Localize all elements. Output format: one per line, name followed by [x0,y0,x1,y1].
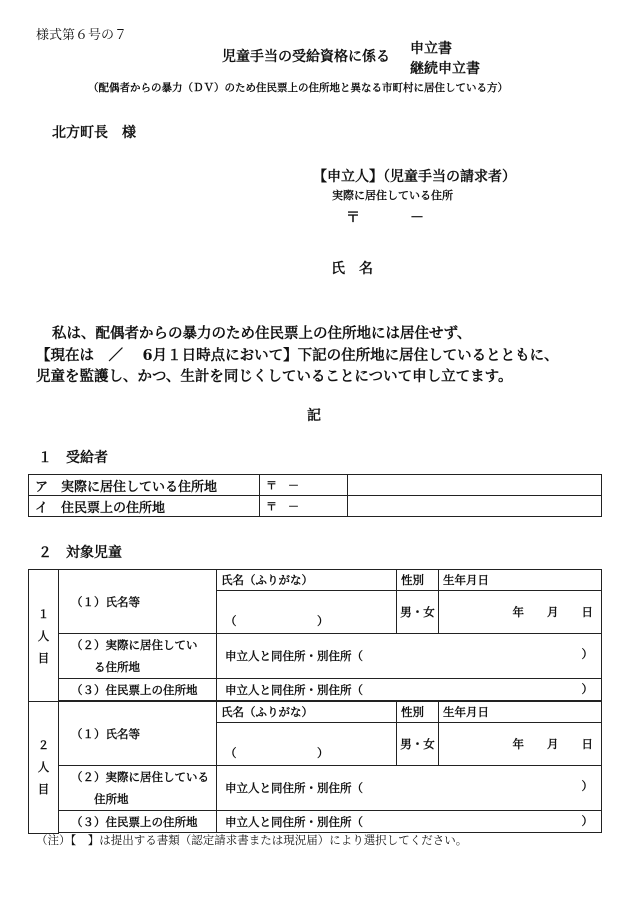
table-row [29,496,602,517]
declaration-line: 【現在は ／ 6月１日時点において】下記の住所地に居住しているとともに、 [36,347,559,364]
recipient-actual-address-field[interactable] [348,475,602,496]
child-1-address-choice: 申立人と同住所・別住所（ [225,649,363,663]
child-2-ordinal: ２ 人 目 [29,702,59,834]
applicant-address-label: 実際に居住している住所 [332,189,453,202]
child-2-registered-item: （３）住民票上の住所地 [59,811,217,833]
child-1-dob-field[interactable]: 年 月 日 [439,591,602,634]
table-row [29,634,602,679]
close-paren: ） [581,779,593,793]
child-1-sex-field[interactable]: 男・女 [397,591,439,634]
recipient-registered-address-field[interactable] [348,496,602,517]
child-1-registered-choice: 申立人と同住所・別住所（ [225,682,363,697]
table-row [29,570,602,591]
child-1-dob-header: 生年月日 [439,570,602,591]
child-2-registered-field[interactable] [217,811,602,833]
child-1-address-item: （２）実際に居住してい る住所地 [59,634,217,679]
recipient-actual-address-label: ア 実際に居住している住所地 [29,475,260,496]
footnote: （注）【 】は提出する書類（認定請求書または現況届）により選択してください。 [36,833,468,847]
section-children-title: ２ 対象児童 [38,545,122,561]
applicant-name-label: 氏 名 [331,261,373,277]
recipient-actual-postal-field[interactable]: 〒 － [260,475,348,496]
child-1-address-field[interactable] [217,634,602,679]
child-1-name-field[interactable]: （ ） [217,591,397,634]
recipient-table [28,474,602,517]
title-option-continuation: 継続申立書 [410,61,480,77]
table-row [29,702,602,723]
form-title: 児童手当の受給資格に係る [222,49,390,65]
child-1-ordinal: １ 人 目 [29,570,59,702]
declaration-line: 児童を監護し、かつ、生計を同じくしていることについて申し立てます。 [36,368,513,385]
child-2-name-item: （１）氏名等 [59,702,217,766]
title-option-application: 申立書 [410,41,452,57]
ki-heading: 記 [307,408,321,424]
addressee: 北方町長 様 [52,125,136,141]
child-2-name-field[interactable]: （ ） [217,723,397,766]
declaration-line: 私は、配偶者からの暴力のため住民票上の住所地には居住せず、 [52,325,472,342]
child-1-name-item: （１）氏名等 [59,570,217,634]
form-subtitle: （配偶者からの暴力（ＤＶ）のため住民票上の住所地と異なる市町村に居住している方） [88,82,508,94]
child-2-dob-field[interactable]: 年 月 日 [439,723,602,766]
children-table [28,569,602,834]
table-row [29,679,602,701]
child-1-registered-field[interactable] [217,679,602,701]
child-2-sex-field[interactable]: 男・女 [397,723,439,766]
child-2-registered-choice: 申立人と同住所・別住所（ [225,814,363,829]
child-1-registered-item: （３）住民票上の住所地 [59,679,217,701]
table-row [29,475,602,496]
child-2-sex-header: 性別 [397,702,439,723]
child-2-dob-header: 生年月日 [439,702,602,723]
recipient-registered-postal-field[interactable]: 〒 － [260,496,348,517]
child-2-furigana-header: 氏名（ふりがな） [217,702,397,723]
close-paren: ） [581,682,593,696]
form-number: 様式第６号の７ [36,28,128,43]
child-2-address-item: （２）実際に居住している 住所地 [59,766,217,811]
section-recipient-title: １ 受給者 [38,450,108,466]
child-1-sex-header: 性別 [397,570,439,591]
close-paren: ） [581,814,593,828]
close-paren: ） [581,647,593,661]
child-2-address-field[interactable] [217,766,602,811]
table-row [29,766,602,811]
postal-mark-icon: 〒 [346,210,360,226]
child-2-address-choice: 申立人と同住所・別住所（ [225,781,363,795]
recipient-registered-address-label: イ 住民票上の住所地 [29,496,260,517]
applicant-heading: 【申立人】（児童手当の請求者） [313,169,516,185]
child-1-furigana-header: 氏名（ふりがな） [217,570,397,591]
table-row [29,811,602,833]
postal-code-field[interactable]: － [410,210,424,226]
